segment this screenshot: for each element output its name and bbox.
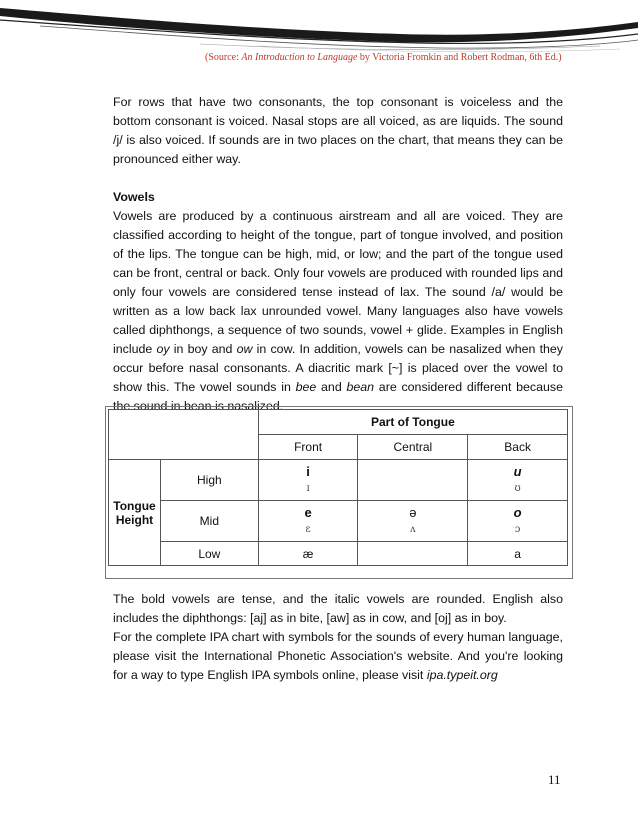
- source-citation: (Source: An Introduction to Language by Victoria Fromkin and Robert Rodman, 6th Ed.): [205, 52, 562, 63]
- tongue-height-header: Tongue Height: [109, 460, 161, 566]
- body-content: [113, 93, 563, 416]
- cell-mid-back: o ɔ: [468, 501, 568, 542]
- consonant-paragraph: For rows that have two consonants, the top consonant is voiceless and the bottom consonant is voiced. Nasal stops are all voiced, as are liquids. The sound /j/ is also voiced. If sounds are in two places on the chart, that means they can be pronounced either way.: [113, 95, 563, 166]
- cell-high-front: i ɪ: [258, 460, 358, 501]
- vowel-chart-table: [108, 409, 568, 566]
- ipa-chart-paragraph: For the complete IPA chart with symbols for the sounds of every human language, please visit the International Phonetic Association's website. And you're looking for a way to type English IPA symbols online, please visit ipa.typeit.org: [113, 630, 563, 682]
- after-table-content: [113, 590, 563, 685]
- vowels-heading: Vowels: [113, 190, 155, 204]
- row-label-high: High: [160, 460, 258, 501]
- page-number: 11: [548, 772, 561, 787]
- cell-low-front: æ: [258, 542, 358, 566]
- vowels-paragraph: Vowels are produced by a continuous airstream and all are voiced. They are classified according to height of the tongue, part of tongue involved, and position of the lips. The tongue can be high, mid, or low; and the part of the tongue used can be front, central or back. Only four vowels are produced with rounded lips and only four vowels are considered tense instead of lax. The sound /a/ would be written as a low back lax unrounded vowel. Many languages also have vowels called diphthongs, a sequence of two sounds, vowel + glide. Examples in English include oy in boy and ow in cow. In addition, vowels can be nasalized when they occur before nasal consonants. A diacritic mark [~] is placed over the vowel to show this. The vowel sounds in bee and bean are considered different because the sound in bean is nasalized.: [113, 209, 563, 413]
- row-label-low: Low: [160, 542, 258, 566]
- cell-high-back: u ʊ: [468, 460, 568, 501]
- column-front: Front: [258, 435, 358, 460]
- row-label-mid: Mid: [160, 501, 258, 542]
- cell-high-central: [358, 460, 468, 501]
- ipa-typeit-link[interactable]: ipa.typeit.org: [426, 668, 498, 682]
- empty-corner-cell: [109, 410, 259, 460]
- cell-mid-central: ə ʌ: [358, 501, 468, 542]
- cell-mid-front: e ɛ: [258, 501, 358, 542]
- part-of-tongue-header: Part of Tongue: [258, 410, 567, 435]
- column-central: Central: [358, 435, 468, 460]
- tense-rounded-paragraph: The bold vowels are tense, and the italic vowels are rounded. English also includes the diphthongs: [aj] as in bite, [aw] as in cow, and [oj] as in boy.: [113, 592, 563, 625]
- header-swoosh-decoration: [0, 0, 638, 60]
- column-back: Back: [468, 435, 568, 460]
- cell-low-back: a: [468, 542, 568, 566]
- cell-low-central: [358, 542, 468, 566]
